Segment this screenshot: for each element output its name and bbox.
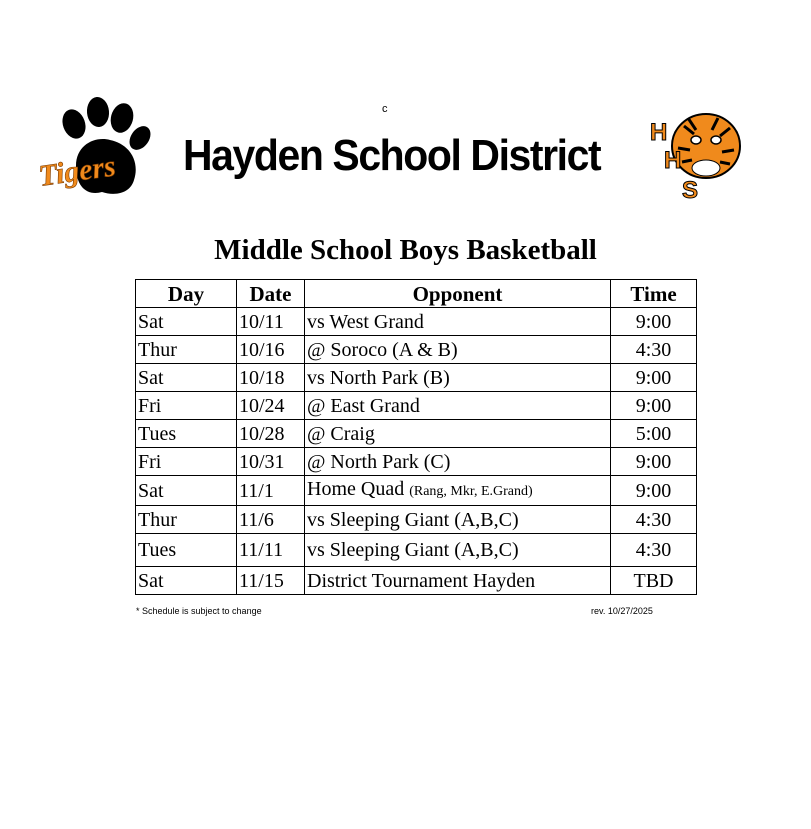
revision-date: rev. 10/27/2025	[591, 606, 653, 616]
date-cell: 10/18	[237, 364, 305, 392]
opponent-text: @ Craig	[307, 422, 375, 445]
day-cell: Fri	[136, 448, 237, 476]
day-cell: Thur	[136, 336, 237, 364]
tigers-paw-logo	[36, 96, 160, 200]
time-cell: 9:00	[611, 448, 697, 476]
time-cell: 4:30	[611, 336, 697, 364]
opponent-text: vs Sleeping Giant (A,B,C)	[307, 539, 519, 561]
table-row	[136, 448, 697, 476]
date-cell: 11/11	[237, 534, 305, 567]
hhs-letter-2: H	[664, 147, 682, 174]
day-cell: Sat	[136, 364, 237, 392]
day-cell: Sat	[136, 308, 237, 336]
opponent-note: (Rang, Mkr, E.Grand)	[409, 484, 533, 499]
day-cell: Sat	[136, 567, 237, 595]
opponent-text: District Tournament Hayden	[307, 569, 536, 592]
hhs-letter-3: S	[682, 177, 699, 202]
day-cell: Fri	[136, 392, 237, 420]
table-row	[136, 336, 697, 364]
date-cell: 10/11	[237, 308, 305, 336]
date-cell: 11/1	[237, 476, 305, 506]
time-cell: 5:00	[611, 420, 697, 448]
opponent-text: Home Quad	[307, 478, 405, 500]
table-header-row	[136, 280, 697, 308]
opponent-cell	[305, 336, 611, 364]
column-header-date: Date	[237, 280, 305, 308]
schedule-table	[135, 279, 697, 595]
day-cell: Sat	[136, 476, 237, 506]
opponent-cell	[305, 567, 611, 595]
day-cell: Thur	[136, 506, 237, 534]
opponent-cell	[305, 392, 611, 420]
table-row	[136, 420, 697, 448]
opponent-text: @ North Park (C)	[307, 450, 451, 473]
tiger-head-hhs-logo	[648, 104, 746, 202]
table-row	[136, 506, 697, 534]
opponent-cell	[305, 534, 611, 567]
table-row	[136, 534, 697, 567]
opponent-cell	[305, 308, 611, 336]
time-cell: 4:30	[611, 534, 697, 567]
column-header-opponent: Opponent	[305, 280, 611, 308]
date-cell: 10/31	[237, 448, 305, 476]
table-row	[136, 308, 697, 336]
table-row	[136, 364, 697, 392]
district-title: Hayden School District	[183, 131, 601, 180]
opponent-cell	[305, 420, 611, 448]
day-cell: Tues	[136, 420, 237, 448]
opponent-text: @ Soroco (A & B)	[307, 338, 458, 361]
schedule-disclaimer: * Schedule is subject to change	[136, 606, 262, 616]
opponent-cell	[305, 506, 611, 534]
table-row	[136, 476, 697, 506]
date-cell: 10/24	[237, 392, 305, 420]
date-cell: 11/6	[237, 506, 305, 534]
time-cell: 9:00	[611, 364, 697, 392]
day-cell: Tues	[136, 534, 237, 567]
time-cell: 9:00	[611, 476, 697, 506]
table-row	[136, 567, 697, 595]
opponent-text: vs Sleeping Giant (A,B,C)	[307, 508, 519, 531]
opponent-cell	[305, 448, 611, 476]
opponent-cell	[305, 364, 611, 392]
time-cell: TBD	[611, 567, 697, 595]
opponent-cell	[305, 476, 611, 506]
date-cell: 10/28	[237, 420, 305, 448]
column-header-day: Day	[136, 280, 237, 308]
time-cell: 4:30	[611, 506, 697, 534]
opponent-text: vs West Grand	[307, 310, 424, 333]
hhs-letter-1: H	[650, 119, 668, 146]
tigers-logo-text: Tigers	[36, 149, 118, 193]
opponent-text: @ East Grand	[307, 394, 420, 417]
date-cell: 10/16	[237, 336, 305, 364]
opponent-text: vs North Park (B)	[307, 366, 450, 389]
date-cell: 11/15	[237, 567, 305, 595]
time-cell: 9:00	[611, 392, 697, 420]
time-cell: 9:00	[611, 308, 697, 336]
column-header-time: Time	[611, 280, 697, 308]
page-heading: Middle School Boys Basketball	[214, 234, 597, 266]
table-row	[136, 392, 697, 420]
stray-mark: c	[382, 103, 388, 115]
